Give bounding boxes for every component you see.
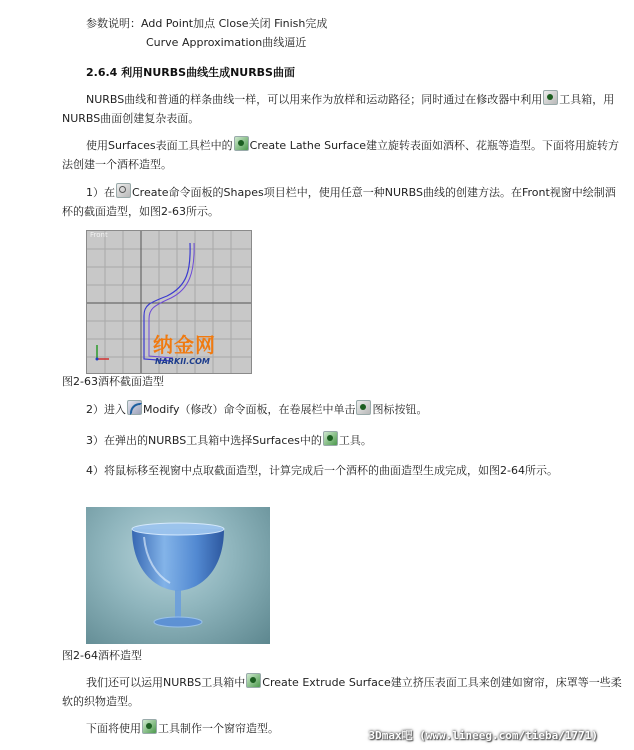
extrude-surface-icon (142, 719, 157, 734)
paragraph-step-2: 2）进入 Modify（修改）命令面板，在卷展栏中单击 图标按钮。 (62, 400, 622, 419)
lathe-surface-icon (323, 431, 338, 446)
params-line-1: 参数说明：Add Point加点 Close关闭 Finish完成 (86, 17, 328, 30)
section-heading: 2.6.4 利用NURBS曲线生成NURBS曲面 (86, 66, 295, 79)
modify-panel-icon (127, 400, 142, 415)
paragraph-step-3: 3）在弹出的NURBS工具箱中选择Surfaces中的 工具。 (62, 431, 622, 450)
paragraph-nurbs-intro: NURBS曲线和普通的样条曲线一样，可以用来作为放样和运动路径；同时通过在修改器中利用 工具箱，用NURBS曲面创建复杂表面。 (62, 90, 622, 128)
nurbs-toolbox-icon (356, 400, 371, 415)
axis-gizmo-icon (96, 345, 110, 361)
lathe-surface-icon (234, 136, 249, 151)
site-watermark: 3Dmax吧 (www.lineeg.com/tieba/1771) (368, 729, 598, 742)
logo-subtext: NARKII.COM (155, 357, 210, 366)
paragraph-lathe-surface: 使用Surfaces表面工具栏中的 Create Lathe Surface建立旋转表面如酒杯、花瓶等造型。下面将用旋转方法创建一个酒杯造型。 (62, 136, 622, 174)
logo-watermark: 纳金网 (153, 333, 216, 357)
goblet-render (86, 507, 270, 644)
extrude-surface-icon (246, 673, 261, 688)
figure-profile-viewport (86, 230, 252, 374)
figure-caption-2-64: 图2-64酒杯造型 (62, 649, 142, 662)
viewport-label: Front (90, 231, 108, 239)
paragraph-curtain: 下面将使用 工具制作一个窗帘造型。 (62, 719, 622, 738)
figure-goblet-render (86, 507, 270, 644)
paragraph-extrude-surface: 我们还可以运用NURBS工具箱中 Create Extrude Surface建立挤压表面工具来创建如窗帘，床罩等一些柔软的织物造型。 (62, 673, 622, 711)
nurbs-surface-icon (543, 90, 558, 105)
paragraph-step-4: 4）将鼠标移至视窗中点取截面造型，计算完成后一个酒杯的曲面造型生成完成，如图2-64所示。 (86, 464, 558, 477)
paragraph-step-1: 1）在 Create命令面板的Shapes项目栏中，使用任意一种NURBS曲线的创建方法。在Front视窗中绘制酒杯的截面造型，如图2-63所示。 (62, 183, 622, 221)
figure-caption-2-63: 图2-63酒杯截面造型 (62, 375, 164, 388)
create-panel-icon (116, 183, 131, 198)
params-line-2: Curve Approximation曲线逼近 (146, 36, 307, 49)
